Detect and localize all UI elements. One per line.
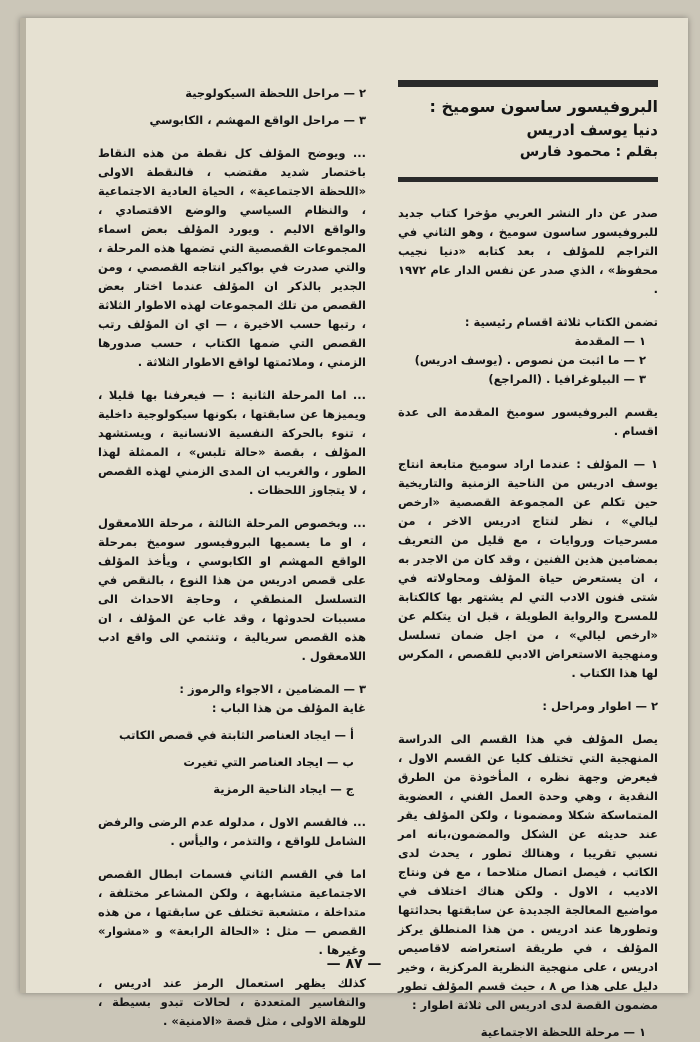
goal-item: ج — ايجاد الناحية الرمزية — [213, 782, 354, 796]
sections-intro: تضمن الكتاب ثلاثة اقسام رئيسية : — [464, 315, 658, 329]
article-title: البروفيسور ساسون سوميخ : — [429, 97, 658, 116]
intro-paragraph: صدر عن دار النشر العربي مؤخرا كتاب جديد للبروفيسور ساسون سوميخ ، وهو الثاني في التراجم للمؤلف ، بعد كتابه «دنيا نجيب محفوظ» ، الذي صدر عن نفس الدار عام ١٩٧٢ . — [398, 206, 658, 296]
article-author: بقلم : محمود فارس — [519, 144, 658, 160]
goal-line: غاية المؤلف من هذا الباب : — [211, 701, 366, 715]
stage-one: ١ — مرحلة اللحظة الاجتماعية — [480, 1025, 646, 1039]
right-column — [398, 80, 658, 1042]
page-number: — ٨٧ — — [326, 956, 382, 972]
stage-two: ٢ — مراحل اللحظة السيكولوجية — [185, 86, 366, 100]
paragraph-4: ... فالقسم الاول ، مدلوله عدم الرضى والرفض الشامل للواقع ، والتذمر ، واليأس . — [98, 815, 366, 848]
paragraph-5: اما في القسم الثاني فسمات ابطال القصص الاجتماعية متشابهة ، ولكن المشاعر مختلفة ، متداخلة ، متشعبة تختلف عن سابقتها ، من هذه القصص — مثل : «الحالة الرابعة» و «مشوار» وغيرها . — [98, 867, 366, 957]
stages-heading: ٢ — اطوار ومراحل : — [542, 699, 658, 713]
section-item: ٢ — ما اثبت من نصوص . (يوسف ادريس) — [414, 353, 646, 367]
section-item: ١ — المقدمة — [574, 334, 646, 348]
stage-three: ٣ — مراحل الواقع المهشم ، الكابوسي — [149, 113, 366, 127]
page-binding-edge — [20, 18, 26, 993]
divides-line: يقسم البروفيسور سوميخ المقدمة الى عدة اقسام . — [398, 405, 658, 438]
article-subtitle: دنيا يوسف ادريس — [526, 121, 658, 139]
stages-paragraph: يصل المؤلف في هذا القسم الى الدراسة المنهجية التي تختلف كليا عن القسم الاول ، فيعرض وجهة نظره ، المأخوذة من الطرق النقدية ، وهي وحدة العمل الفني ، العضوية المتماسكة شكلا ومضمونا ، ولكن المؤلف يقر عند حديثه عن الشكل والمضمون،بانه امر نسبي تقريبا ، وهنالك تطور ، يحدث لدى الكاتب ، فيصل اتصال متلاحما ، مع فن ونتاج الاديب ، الاول . ولكن هناك اختلاف في مواضيع المعالجة الجديدة عن سابقتها بحداثتها وتطورها عند ادريس . من هذا المنطلق يركز المؤلف ، في طريقة استعراضه لاقاصيص ادريس ، على منهجية النظرية المركزية ، وخير دليل على هذا ص ٨ ، حيث قسم المؤلف تطور مضمون القصة لدى ادريس الى ثلاثة اطوار : — [398, 732, 658, 1012]
section-item: ٣ — البيلوغرافيا . (المراجع) — [488, 372, 646, 386]
goal-item: أ — ايجاد العناصر الثابتة في قصص الكاتب — [119, 728, 354, 742]
top-rule — [398, 80, 658, 87]
topics-heading: ٣ — المضامين ، الاجواء والرموز : — [179, 682, 366, 696]
left-column — [98, 84, 366, 1031]
paragraph-3: ... وبخصوص المرحلة الثالثة ، مرحلة اللامعقول ، او ما يسميها البروفيسور سوميخ بمرحلة الواقع المهشم او الكابوسي ، ويأخذ المؤلف على قصص ادريس من هذا النوع ، بالنقص في التسلسل المنطقي ، وحاجة الاحداث الى مسببات لحدوثها ، وقد غاب عن المؤلف ، ان هذه القصص سريالية ، وتنتمي الى واقع ادب اللامعقول . — [98, 516, 366, 663]
author-section-paragraph: ١ — المؤلف : عندما اراد سوميخ متابعة انتاج يوسف ادريس من الناحية الزمنية والتاريخية حين تكلم عن المجموعة القصصية «ارخص ليالي» ، نظر لنتاج ادريس الاخر ، من مسرحيات وروايات ، مع قليل من التعريف بمضامين هذين الفنين ، وقد كان من الاجدر به ، ان يستعرض حياة المؤلف ومحاولاته في شتى فنون الادب التي لم يشتهر بها كالكتابة للمسرح والرواية الطويلة ، قبل ان يتكلم عن «ارخص ليالي» ، من اجل ضمان تسلسل ومنهجية الاستعراض الادبي للقصص ، المكرس لها هذا الكتاب . — [398, 457, 658, 680]
paragraph-6: كذلك يظهر استعمال الرمز عند ادريس ، والتفاسير المتعددة ، لحالات تبدو بسيطة ، للوهلة الاولى ، مثل قصة «الامنية» . — [98, 976, 366, 1028]
paragraph-2: ... اما المرحلة الثانية : — فيعرفنا بها قليلا ، ويميزها عن سابقتها ، بكونها سيكولوجية داخلية ، تنوء بالحركة النفسية الانسانية ، ويستشهد المؤلف ، بقصة «حالة تلبس» ، الممثلة لهذا الطور ، والغريب ان المدى الزمني لهذه القصص ، لا يتجاوز اللحظات . — [98, 388, 366, 497]
goal-item: ب — ايجاد العناصر التي تغيرت — [183, 755, 354, 769]
magazine-page — [20, 18, 688, 1039]
paragraph-1: ... ويوضح المؤلف كل نقطة من هذه النقاط باختصار شديد مقتضب ، فالنقطة الاولى «اللحظة الاجتماعية» ، الحياة العادية الاجتماعية ، والنظام السياسي والوضع الاقتصادي ، والواقع الاليم . ويورد المؤلف بعض اسماء المجموعات القصصية التي تضمها هذه المرحلة ، والتي صدرت في بواكير انتاجه القصصي ، ومن الجدير بالذكر ان المؤلف عندما اختار بعض القصص من تلك المجموعات لهذه الاطوار الثلاثة ، رتبها حسب الاخيرة ، — اي ان المؤلف رتب القصص التي ضمها الكتاب ، حسب صدورها الزمني ، وملائمتها لواقع الاطوار الثلاثة . — [98, 146, 366, 369]
